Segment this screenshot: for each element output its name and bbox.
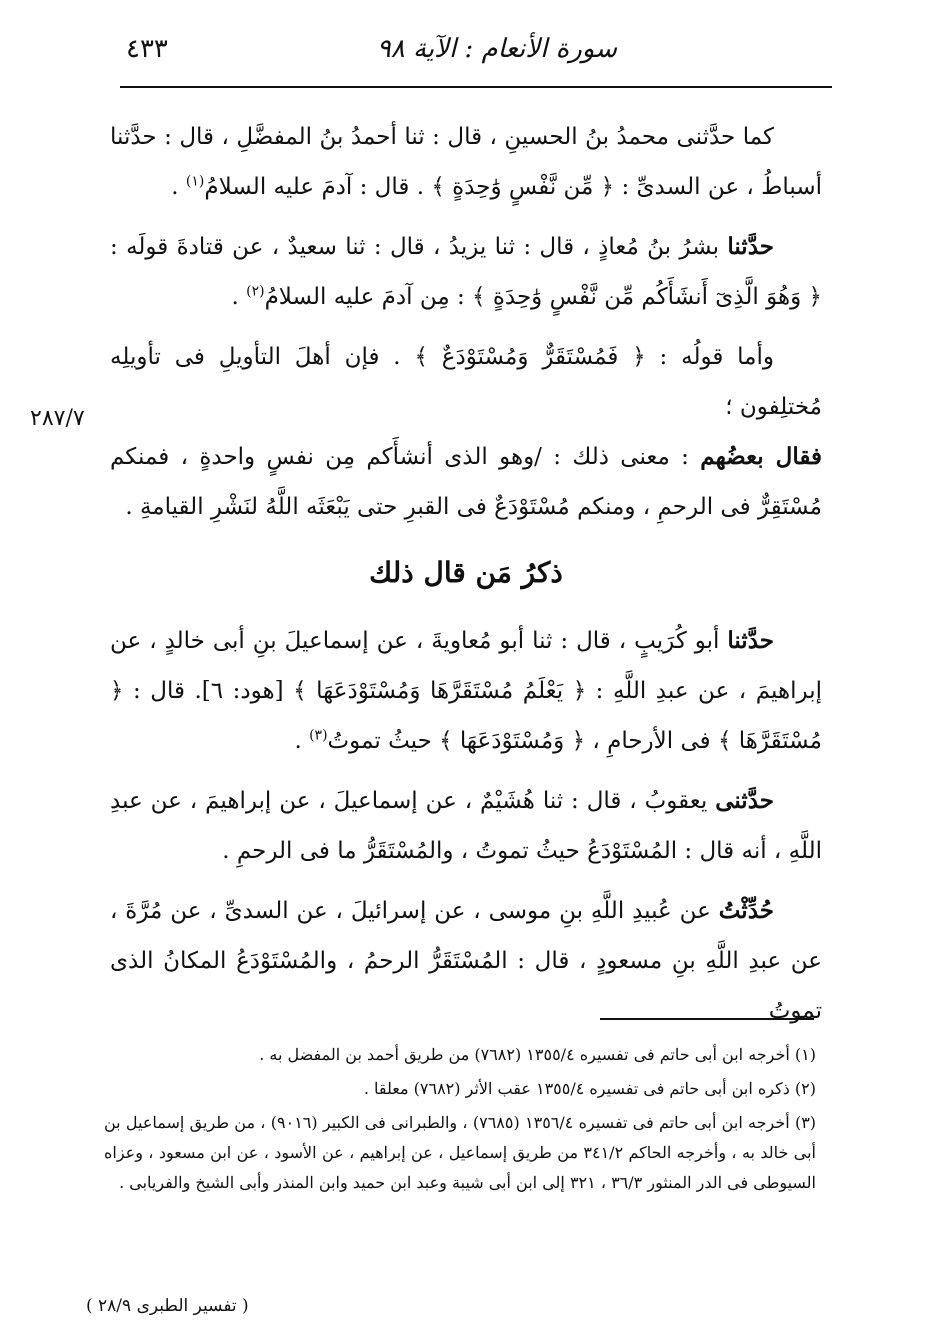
paragraph-lead: حدَّثنا [727, 233, 774, 260]
paragraph [110, 886, 822, 1036]
paragraph-text: كما حدَّثنى محمدُ بنُ الحسينِ ، قال : ثنا أحمدُ بنُ المفضَّلِ ، قال : حدَّثنا أسباطُ ، عن السدىِّ : ﴿ مِّن نَّفْسٍ وَٰحِدَةٍ ﴾ . قال : آدمَ عليه السلامُ [110, 124, 822, 200]
paragraph [110, 222, 822, 322]
main-text [110, 112, 822, 1046]
paragraph [110, 112, 822, 212]
header-title: سورة الأنعام : الآية ٩٨ [376, 34, 617, 64]
paragraph-lead: فقال بعضُهم [700, 443, 822, 470]
footnotes [104, 1040, 816, 1202]
footnote: (٣) أخرجه ابن أبى حاتم فى تفسيره ١٣٥٦/٤ (٧٦٨٥) ، والطبرانى فى الكبير (٩٠١٦) ، من طريق إسماعيل بن أبى خالد به ، وأخرجه الحاكم ٣٤١/٢ من طريق إسماعيل ، عن إبراهيم ، عن الأسود ، عن ابن مسعود ، وعزاه السيوطى فى الدر المنثور ٣٦/٣ ، ٣٢١ إلى ابن أبى شيبة وعبد ابن حميد وابن المنذر وأبى الشيخ والفريابى . [104, 1113, 817, 1192]
paragraph-text: يعقوبُ ، قال : ثنا هُشَيْمٌ ، عن إسماعيلَ ، عن إبراهيمَ ، عن عبدِ اللَّهِ ، أنه قال : المُسْتَوْدَعُ حيثُ تموتُ ، والمُسْتَقَرُّ ما فى الرحمِ . [110, 788, 822, 864]
footnote: (٢) ذكره ابن أبى حاتم فى تفسيره ١٣٥٥/٤ عقب الأثر (٧٦٨٢) معلقا . [363, 1079, 816, 1098]
footnote-ref[interactable]: (٢) [246, 283, 265, 300]
paragraph [110, 616, 822, 766]
paragraph [110, 776, 822, 876]
page-number: ٤٣٣ [126, 34, 168, 64]
section-heading: ذكرُ مَن قال ذلك [369, 556, 563, 589]
paragraph-lead: حدَّثنا [727, 627, 774, 654]
header-rule [120, 86, 832, 88]
paragraph-lead: حُدِّثْتُ [718, 897, 774, 924]
running-header [120, 28, 832, 76]
paragraph-lead: حدَّثنى [715, 787, 774, 814]
footnote-ref[interactable]: (١) [185, 173, 205, 190]
margin-reference: ٢٨٧/٧ [30, 406, 85, 431]
paragraph-text: بشرُ بنُ مُعاذٍ ، قال : ثنا يزيدُ ، قال : ثنا سعيدٌ ، عن قتادةَ قولَه : ﴿ وَهُوَ الَّذِىٓ أَنشَأَكُم مِّن نَّفْسٍ وَٰحِدَةٍ ﴾ : مِن آدمَ عليه السلامُ [110, 234, 822, 310]
paragraph [110, 432, 822, 532]
bottom-reference: ( تفسير الطبرى ٢٨/٩ ) [86, 1296, 249, 1316]
paragraph-text: : معنى ذلك : /وهو الذى أنشأَكم مِن نفسٍ واحدةٍ ، فمنكم مُسْتَقِرٌّ فى الرحمِ ، ومنكم مُسْتَوْدَعٌ فى القبرِ حتى يَبْعَثَه اللَّهُ لنَشْرِ القيامةِ . [110, 444, 822, 520]
paragraph-tail: . [231, 284, 247, 310]
paragraph-tail: . [294, 728, 310, 754]
footnote-ref[interactable]: (٣) [309, 727, 328, 744]
footnote-rule [600, 1018, 814, 1020]
paragraph-text: وأما قولُه : ﴿ فَمُسْتَقَرٌّ وَمُسْتَوْدَعٌ ﴾ . فإن أهلَ التأويلِ فى تأويلِه مُختلِفون ؛ [110, 344, 822, 420]
paragraph-tail: . [171, 174, 186, 200]
paragraph-text: أبو كُرَيبٍ ، قال : ثنا أبو مُعاويةَ ، عن إسماعيلَ بنِ أبى خالدٍ ، عن إبراهيمَ ، عن عبدِ اللَّهِ : ﴿ يَعْلَمُ مُسْتَقَرَّهَا وَمُسْتَوْدَعَهَا ﴾ [هود: ٦]. قال : ﴿ مُسْتَقَرَّهَا ﴾ فى الأرحامِ ، ﴿ وَمُسْتَوْدَعَهَا ﴾ حيثُ تموتُ [110, 628, 822, 754]
paragraph-text: عن عُبيدِ اللَّهِ بنِ موسى ، عن إسرائيلَ ، عن السدىِّ ، عن مُرَّةَ ، عن عبدِ اللَّهِ بنِ مسعودٍ ، قال : المُسْتَقَرُّ الرحمُ ، والمُسْتَوْدَعُ المكانُ الذى تموتُ [110, 898, 822, 1024]
footnote: (١) أخرجه ابن أبى حاتم فى تفسيره ١٣٥٥/٤ (٧٦٨٢) من طريق أحمد بن المفضل به . [259, 1045, 816, 1064]
paragraph [110, 332, 822, 432]
